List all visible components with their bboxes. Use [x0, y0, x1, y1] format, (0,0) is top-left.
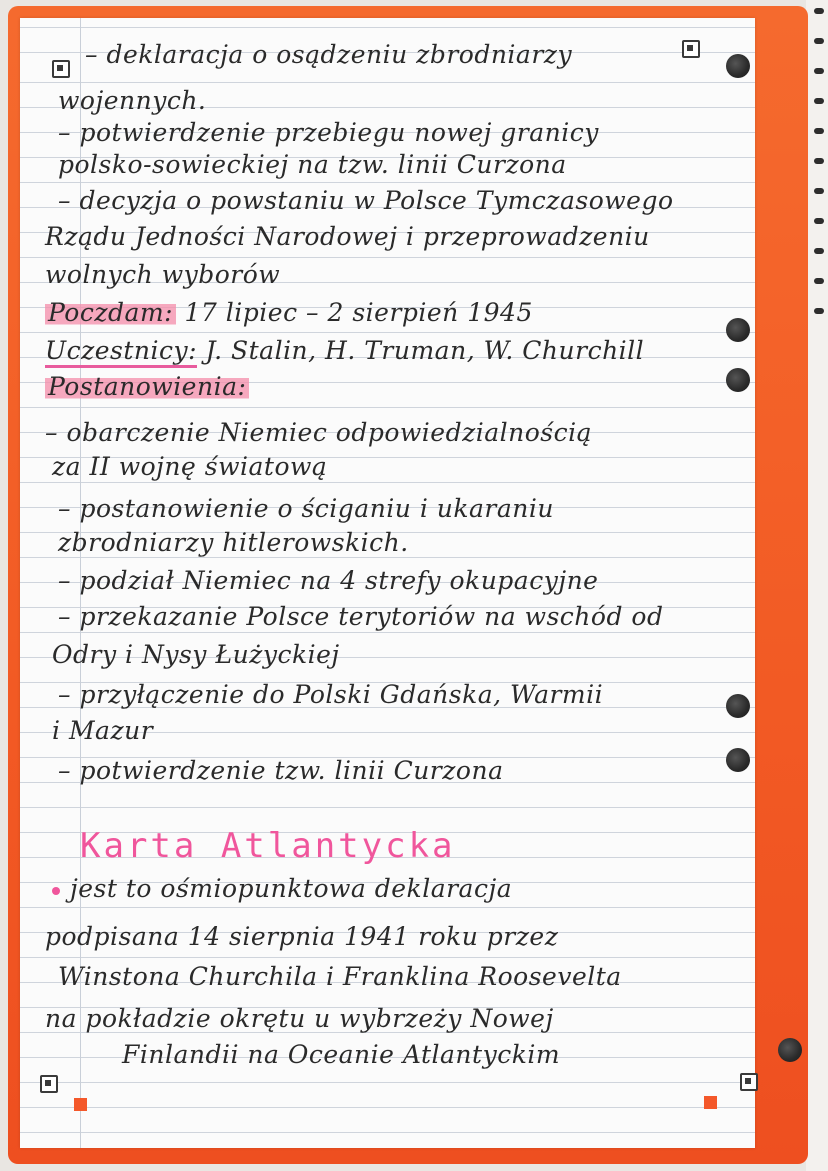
spiral-coil	[814, 278, 824, 284]
spiral-coil	[814, 98, 824, 104]
section-title: Karta Atlantycka	[80, 826, 456, 866]
note-line: – decyzja o powstaniu w Polsce Tymczasowego	[58, 186, 674, 215]
decisions-label: Postanowienia:	[45, 372, 249, 401]
orange-marker	[74, 1098, 87, 1111]
spiral-coil	[814, 158, 824, 164]
participants-line	[45, 336, 644, 365]
potsdam-dates: 17 lipiec – 2 sierpień 1945	[184, 298, 533, 327]
corner-mark-icon	[52, 60, 70, 78]
bullet-icon	[52, 887, 60, 895]
punch-hole	[778, 1038, 802, 1062]
decision-item: i Mazur	[52, 716, 154, 745]
spiral-coil	[814, 188, 824, 194]
note-line: wojennych.	[58, 86, 207, 115]
decision-item: zbrodniarzy hitlerowskich.	[58, 528, 409, 557]
note-line: wolnych wyborów	[45, 260, 281, 289]
atlantic-line	[52, 874, 512, 903]
potsdam-line	[45, 298, 533, 327]
spiral-binding	[806, 0, 828, 1171]
corner-mark-icon	[40, 1075, 58, 1093]
decision-item: Odry i Nysy Łużyckiej	[52, 640, 340, 669]
atlantic-line: podpisana 14 sierpnia 1941 roku przez	[45, 922, 559, 951]
participants-value: J. Stalin, H. Truman, W. Churchill	[205, 336, 645, 365]
spiral-coil	[814, 248, 824, 254]
decisions-line	[45, 372, 249, 401]
decision-item: – przekazanie Polsce terytoriów na wschód od	[58, 602, 664, 631]
decision-item: – przyłączenie do Polski Gdańska, Warmii	[58, 680, 604, 709]
atlantic-line: Winstona Churchila i Franklina Roosevelta	[58, 962, 622, 991]
note-line: – deklaracja o osądzeniu zbrodniarzy	[85, 40, 573, 69]
spiral-coil	[814, 308, 824, 314]
punch-hole	[726, 54, 750, 78]
punch-hole	[726, 318, 750, 342]
spiral-coil	[814, 38, 824, 44]
participants-label: Uczestnicy:	[45, 336, 197, 368]
punch-hole	[726, 748, 750, 772]
decision-item: – potwierdzenie tzw. linii Curzona	[58, 756, 504, 785]
atlantic-line: Finlandii na Oceanie Atlantyckim	[122, 1040, 561, 1069]
potsdam-label: Poczdam:	[45, 298, 176, 327]
spiral-coil	[814, 218, 824, 224]
decision-item: za II wojnę światową	[52, 452, 328, 481]
atlantic-text: jest to ośmiopunktowa deklaracja	[70, 874, 513, 903]
note-line: polsko-sowieckiej na tzw. linii Curzona	[58, 150, 567, 179]
spiral-coil	[814, 68, 824, 74]
orange-marker	[704, 1096, 717, 1109]
decision-item: – podział Niemiec na 4 strefy okupacyjne	[58, 566, 599, 595]
decision-item: – obarczenie Niemiec odpowiedzialnością	[45, 418, 593, 447]
decision-item: – postanowienie o ściganiu i ukaraniu	[58, 494, 554, 523]
punch-hole	[726, 694, 750, 718]
spiral-coil	[814, 8, 824, 14]
note-line: – potwierdzenie przebiegu nowej granicy	[58, 118, 599, 147]
corner-mark-icon	[682, 40, 700, 58]
note-line: Rządu Jedności Narodowej i przeprowadzeniu	[45, 222, 650, 251]
spiral-coil	[814, 128, 824, 134]
punch-hole	[726, 368, 750, 392]
atlantic-line: na pokładzie okrętu u wybrzeży Nowej	[45, 1004, 554, 1033]
corner-mark-icon	[740, 1073, 758, 1091]
